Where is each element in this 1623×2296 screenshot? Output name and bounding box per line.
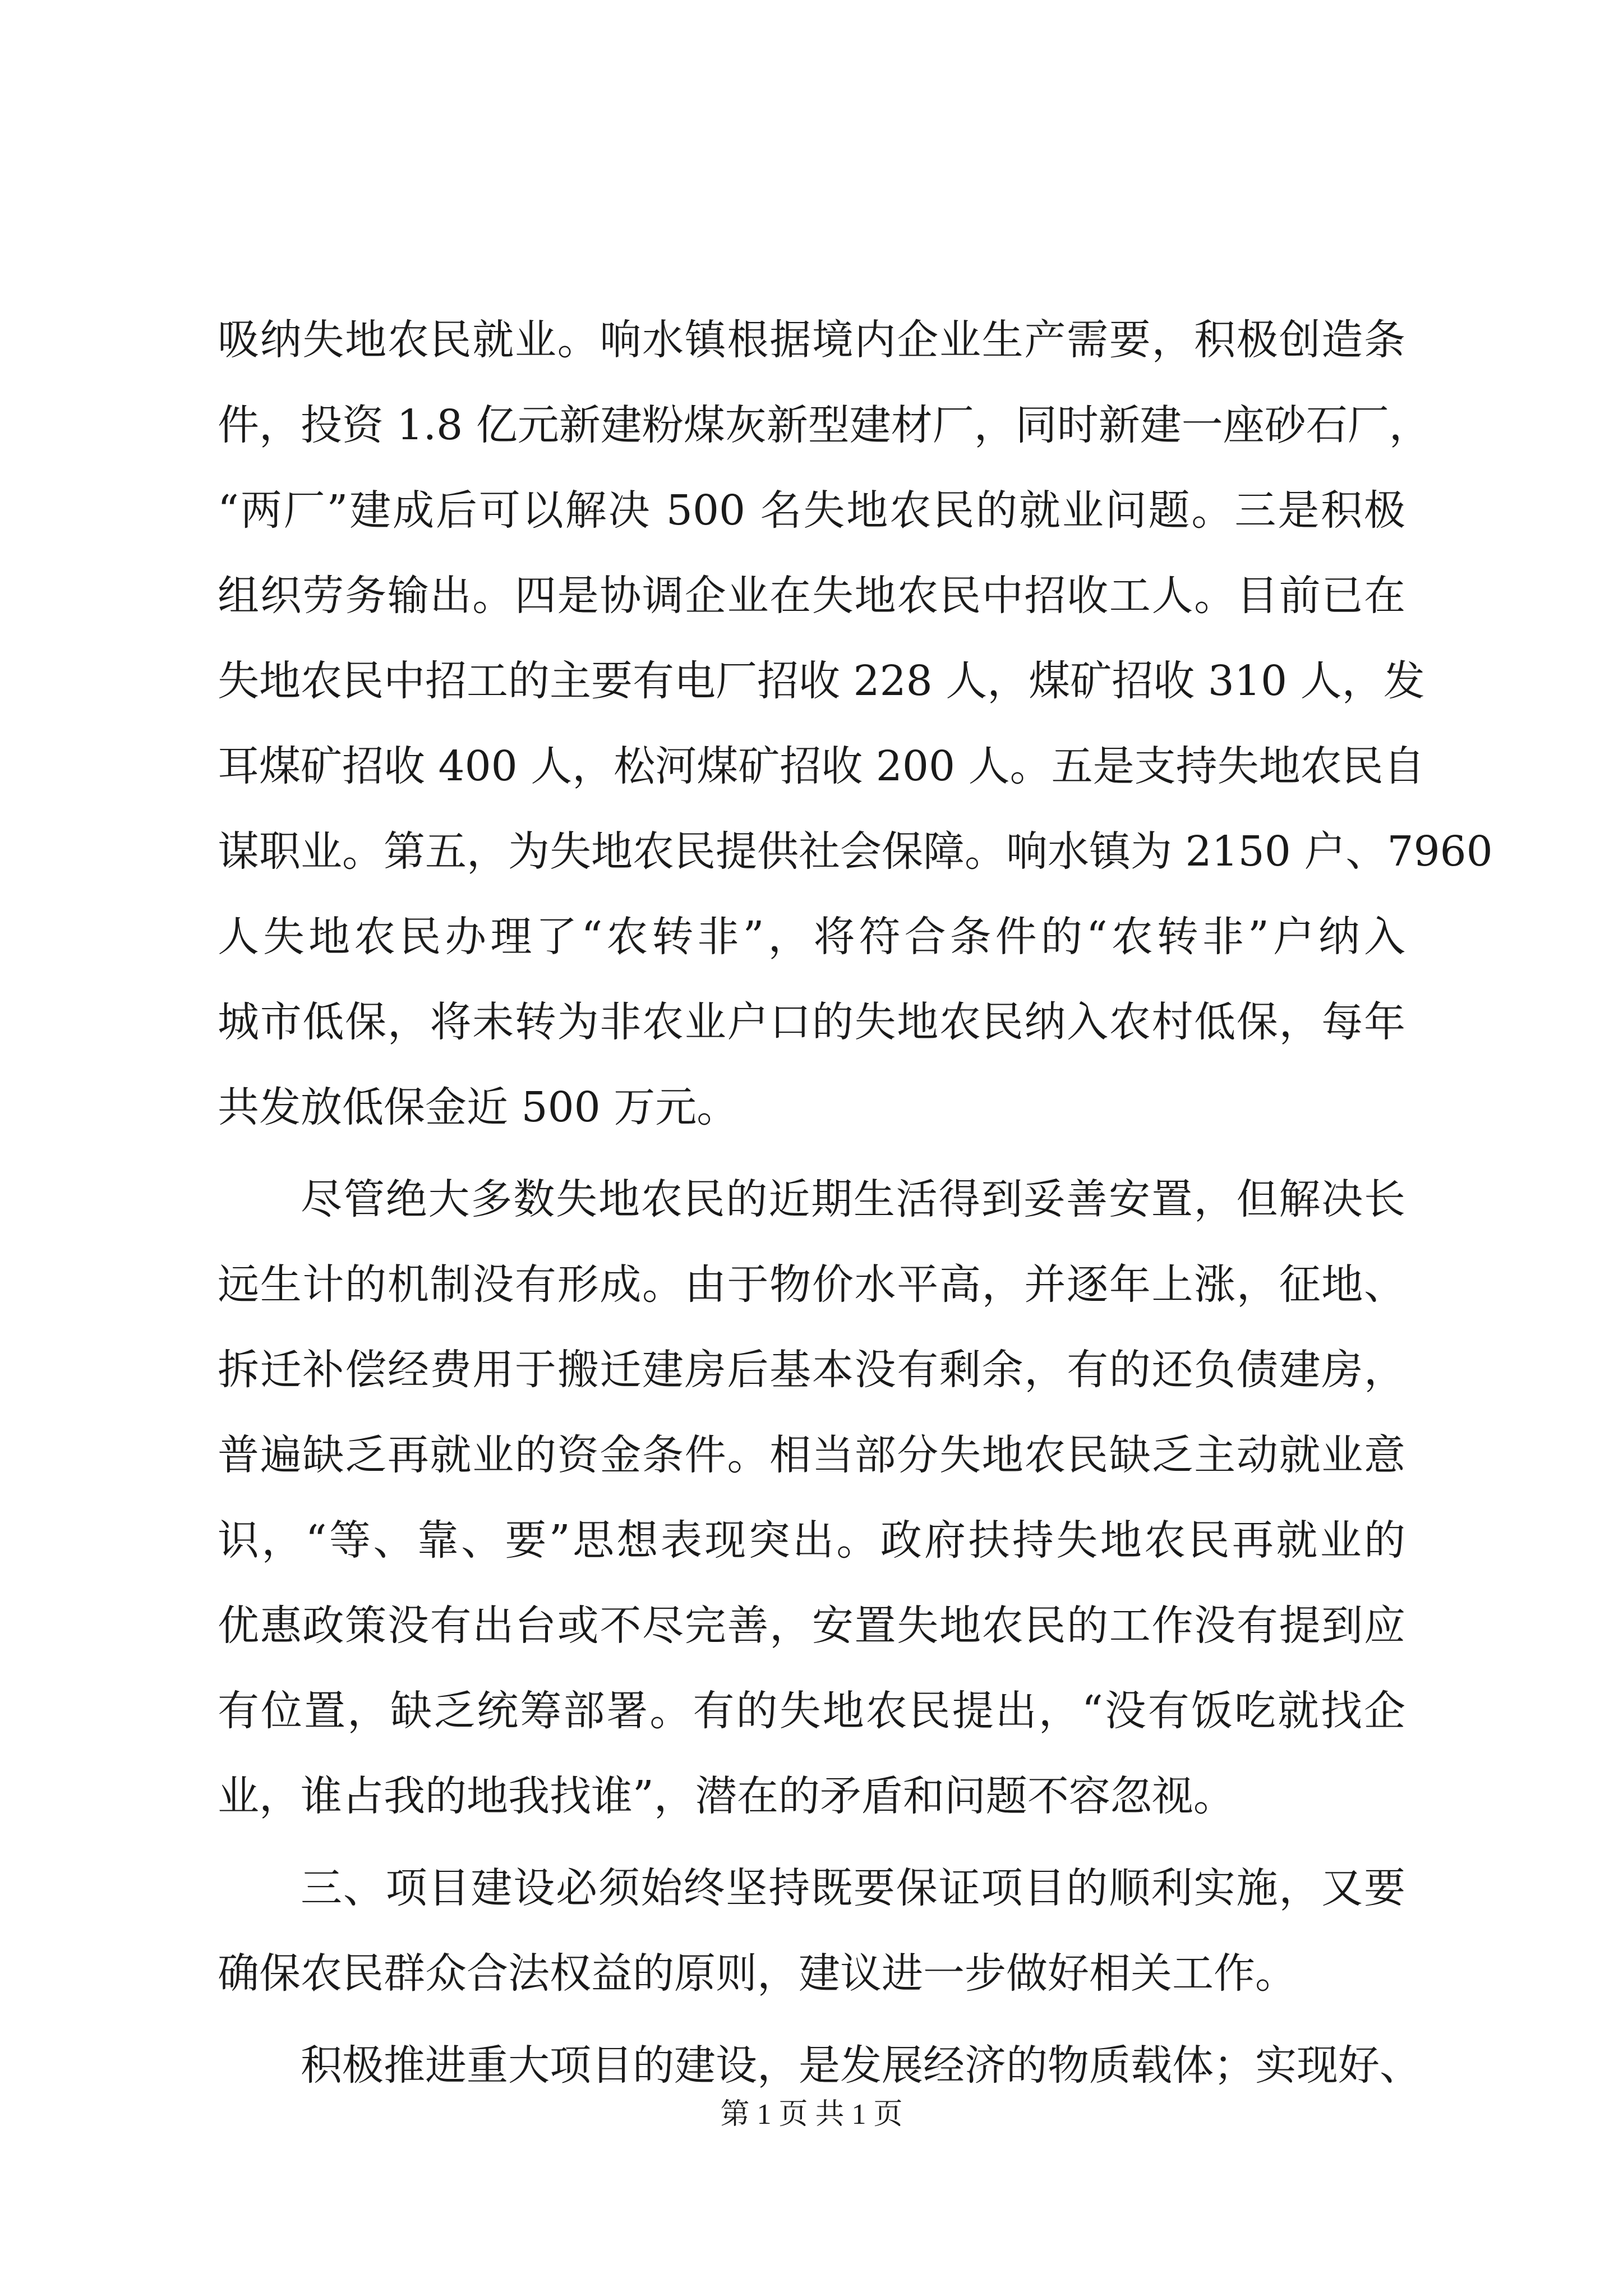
text-line: 优惠政策没有出台或不尽完善，安置失地农民的工作没有提到应 [218,1602,1405,1650]
text-line: 识，“等、靠、要”思想表现突出。政府扶持失地农民再就业的 [218,1516,1405,1565]
text-line: 业，谁占我的地我找谁”，潜在的矛盾和问题不容忽视。 [218,1772,1235,1820]
section-heading-line: 确保农民群众合法权益的原则，建议进一步做好相关工作。 [218,1949,1297,1998]
section-heading-line: 三、项目建设必须始终坚持既要保证项目的顺利实施，又要 [301,1864,1405,1912]
text-line: 积极推进重大项目的建设，是发展经济的物质载体；实现好、 [301,2041,1421,2090]
text-line: 组织劳务输出。四是协调企业在失地农民中招收工人。目前已在 [218,572,1405,620]
page-footer: 第 1 页 共 1 页 [720,2099,903,2131]
text-line: 谋职业。第五，为失地农民提供社会保障。响水镇为 2150 户、7960 [218,827,1493,876]
text-line: 尽管绝大多数失地农民的近期生活得到妥善安置，但解决长 [301,1175,1405,1223]
text-line: 共发放低保金近 500 万元。 [218,1083,739,1131]
text-line: 耳煤矿招收 400 人，松河煤矿招收 200 人。五是支持失地农民自 [218,742,1425,790]
text-line: 普遍缺乏再就业的资金条件。相当部分失地农民缺乏主动就业意 [218,1431,1405,1479]
text-line: “两厂”建成后可以解决 500 名失地农民的就业问题。三是积极 [218,486,1405,535]
text-line: 远生计的机制没有形成。由于物价水平高，并逐年上涨，征地、 [218,1260,1405,1309]
text-line: 有位置，缺乏统筹部署。有的失地农民提出，“没有饭吃就找企 [218,1687,1405,1735]
text-line: 人失地农民办理了“农转非”，将符合条件的“农转非”户纳入 [218,913,1405,961]
text-line: 拆迁补偿经费用于搬迁建房后基本没有剩余，有的还负债建房， [218,1346,1405,1394]
text-line: 件，投资 1.8 亿元新建粉煤灰新型建材厂，同时新建一座砂石厂， [218,401,1431,449]
text-line: 吸纳失地农民就业。响水镇根据境内企业生产需要，积极创造条 [218,316,1405,364]
text-line: 失地农民中招工的主要有电厂招收 228 人，煤矿招收 310 人，发 [218,657,1425,705]
text-line: 城市低保，将未转为非农业户口的失地农民纳入农村低保，每年 [218,998,1405,1046]
body-text [218,297,1493,2108]
